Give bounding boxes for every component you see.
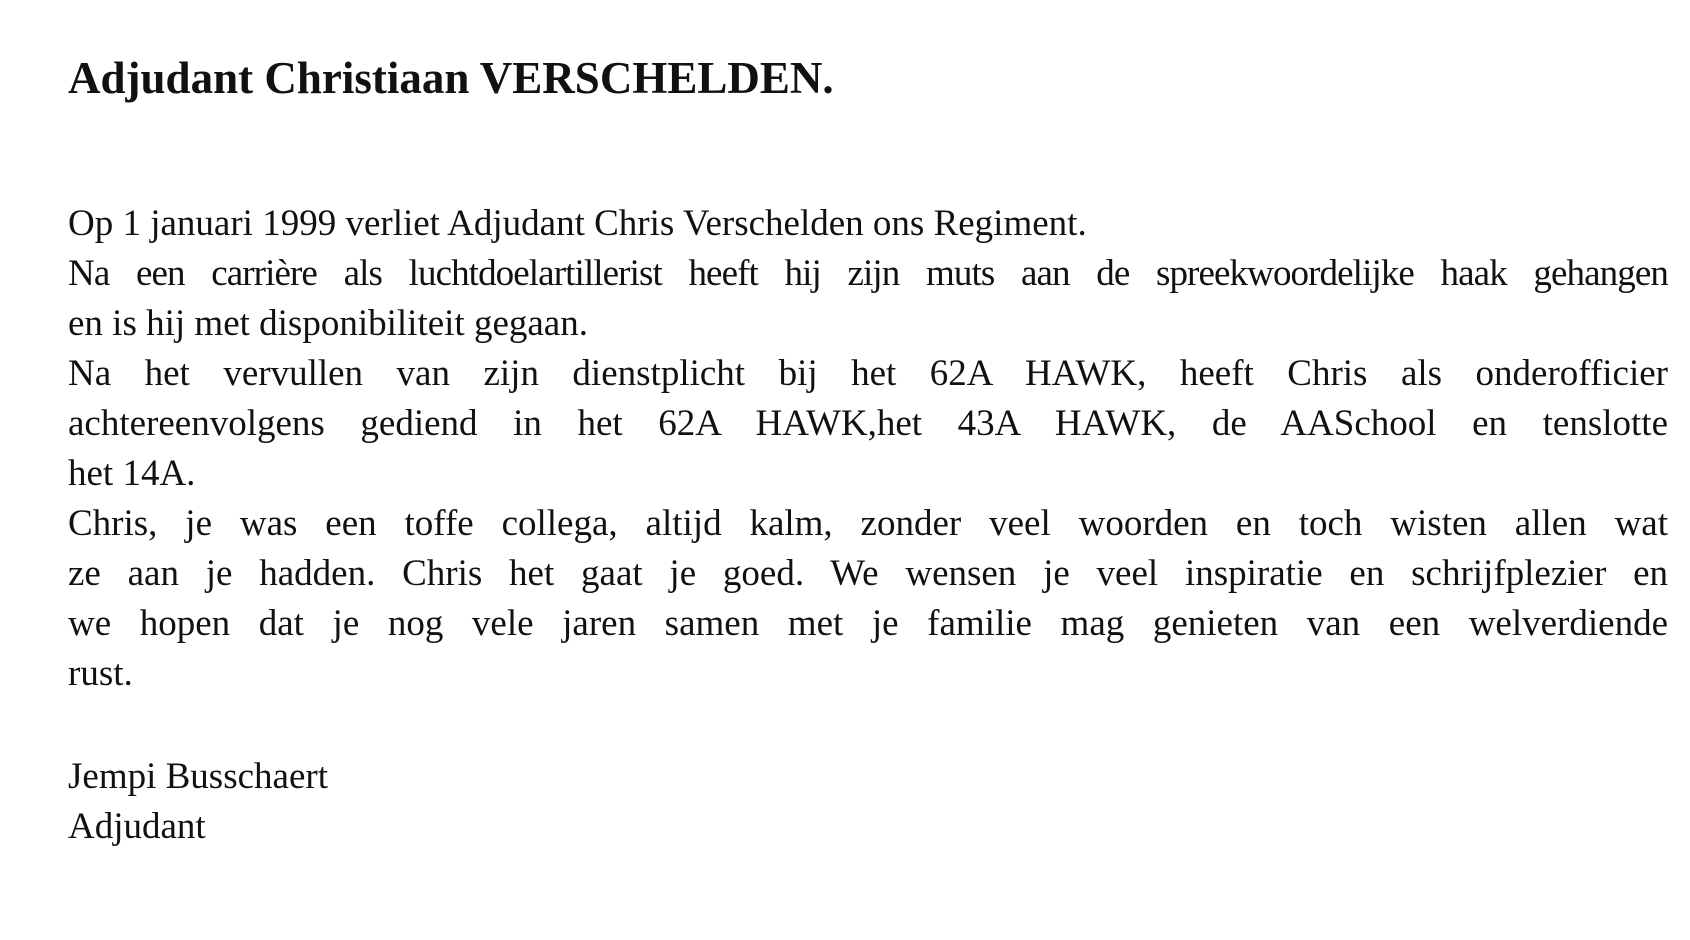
document-body [68,199,1668,699]
document-title: Adjudant Christiaan VERSCHELDEN. [68,53,834,103]
signature-block [68,752,328,852]
body-line: het 14A. [68,453,196,494]
body-line: achtereenvolgens gediend in het 62A HAWK,het 43A HAWK, de AASchool en tenslotte [68,403,1668,444]
body-line: Op 1 januari 1999 verliet Adjudant Chris Verschelden ons Regiment. [68,203,1087,244]
document-page [68,0,1668,940]
body-line: Na een carrière als luchtdoelartillerist heeft hij zijn muts aan de spreekwoordelijke haak gehangen [68,253,1668,294]
signature-name: Jempi Busschaert [68,756,328,797]
body-line: ze aan je hadden. Chris het gaat je goed. We wensen je veel inspiratie en schrijfplezier en [68,553,1668,594]
body-line: Na het vervullen van zijn dienstplicht bij het 62A HAWK, heeft Chris als onderofficier [68,353,1668,394]
body-line: en is hij met disponibiliteit gegaan. [68,303,588,344]
signature-rank: Adjudant [68,806,206,847]
body-line: we hopen dat je nog vele jaren samen met je familie mag genieten van een welverdiende [68,603,1668,644]
body-line: Chris, je was een toffe collega, altijd kalm, zonder veel woorden en toch wisten allen wat [68,503,1668,544]
body-line: rust. [68,653,133,694]
